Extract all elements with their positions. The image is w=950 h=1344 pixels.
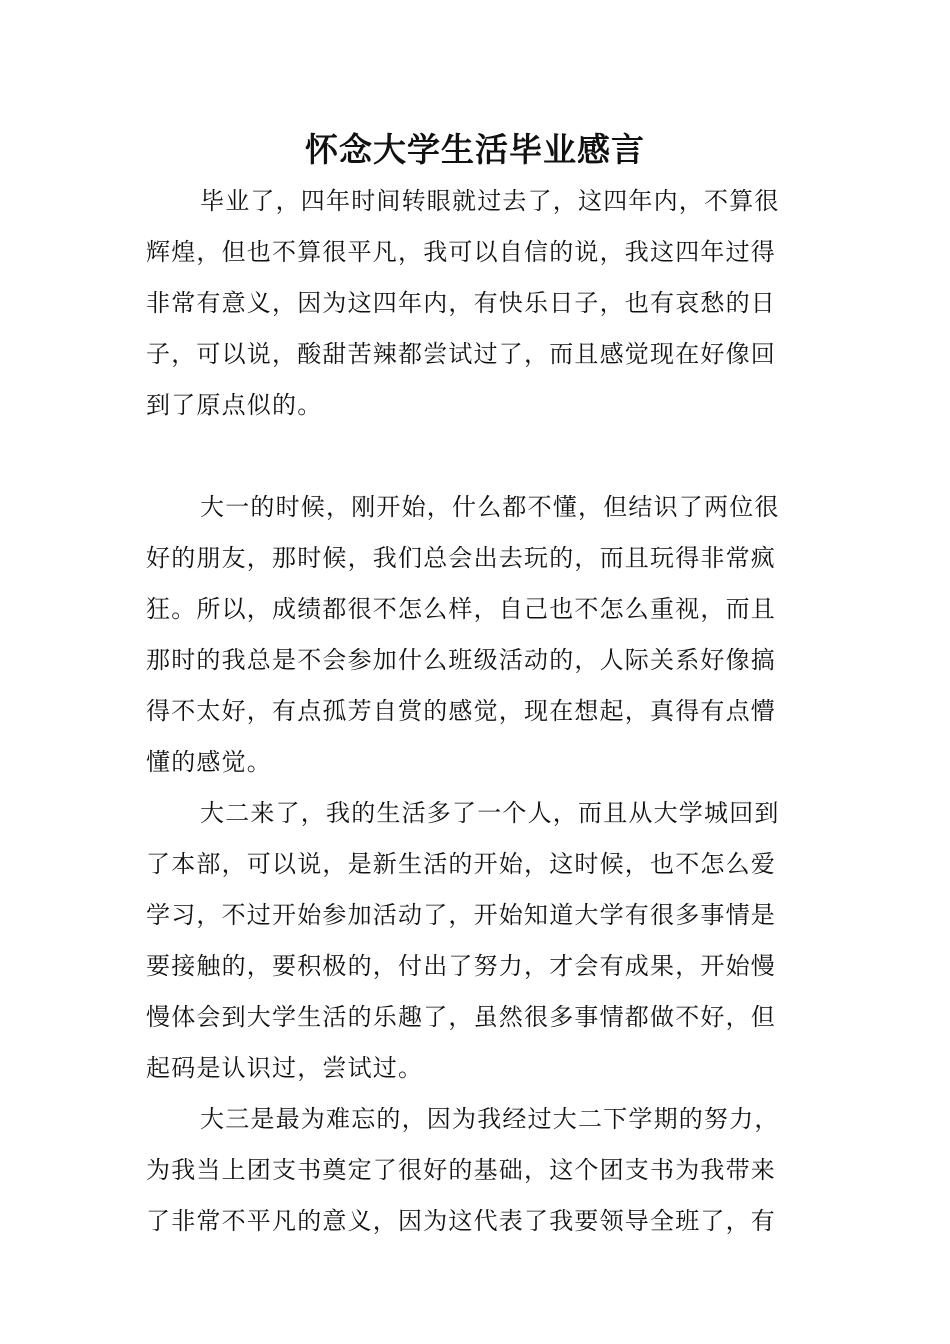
text-line: 非常有意义，因为这四年内，有快乐日子，也有哀愁的日	[146, 289, 776, 317]
text-line: 要接触的，要积极的，付出了努力，才会有成果，开始慢	[146, 952, 776, 980]
text-line: 得不太好，有点孤芳自赏的感觉，现在想起，真得有点懵	[146, 697, 776, 725]
paragraph-4	[146, 1094, 808, 1247]
text-line: 子，可以说，酸甜苦辣都尝试过了，而且感觉现在好像回	[146, 340, 776, 368]
document-body	[146, 176, 808, 1247]
text-line: 学习，不过开始参加活动了，开始知道大学有很多事情是	[146, 901, 776, 929]
paragraph-2	[146, 482, 808, 788]
text-line: 大三是最为难忘的，因为我经过大二下学期的努力，	[200, 1105, 780, 1133]
text-line: 好的朋友，那时候，我们总会出去玩的，而且玩得非常疯	[146, 544, 776, 572]
paragraph-1	[146, 176, 808, 431]
text-line: 到了原点似的。	[146, 391, 323, 419]
text-line: 大一的时候，刚开始，什么都不懂，但结识了两位很	[200, 493, 780, 521]
text-line: 辉煌，但也不算很平凡，我可以自信的说，我这四年过得	[146, 238, 776, 266]
text-line: 那时的我总是不会参加什么班级活动的，人际关系好像搞	[146, 646, 776, 674]
paragraph-3	[146, 788, 808, 1094]
document-title: 怀念大学生活毕业感言	[305, 130, 645, 169]
text-line: 了本部，可以说，是新生活的开始，这时候，也不怎么爱	[146, 850, 776, 878]
text-line: 狂。所以，成绩都很不怎么样，自己也不怎么重视，而且	[146, 595, 776, 623]
text-line: 了非常不平凡的意义，因为这代表了我要领导全班了，有	[146, 1207, 776, 1235]
text-line: 起码是认识过，尝试过。	[146, 1054, 424, 1082]
text-line: 毕业了，四年时间转眼就过去了，这四年内，不算很	[200, 187, 780, 215]
text-line: 大二来了，我的生活多了一个人，而且从大学城回到	[200, 799, 780, 827]
paragraph-gap	[146, 431, 808, 482]
text-line: 为我当上团支书奠定了很好的基础，这个团支书为我带来	[146, 1156, 776, 1184]
text-line: 慢体会到大学生活的乐趣了，虽然很多事情都做不好，但	[146, 1003, 776, 1031]
text-line: 懂的感觉。	[146, 748, 272, 776]
